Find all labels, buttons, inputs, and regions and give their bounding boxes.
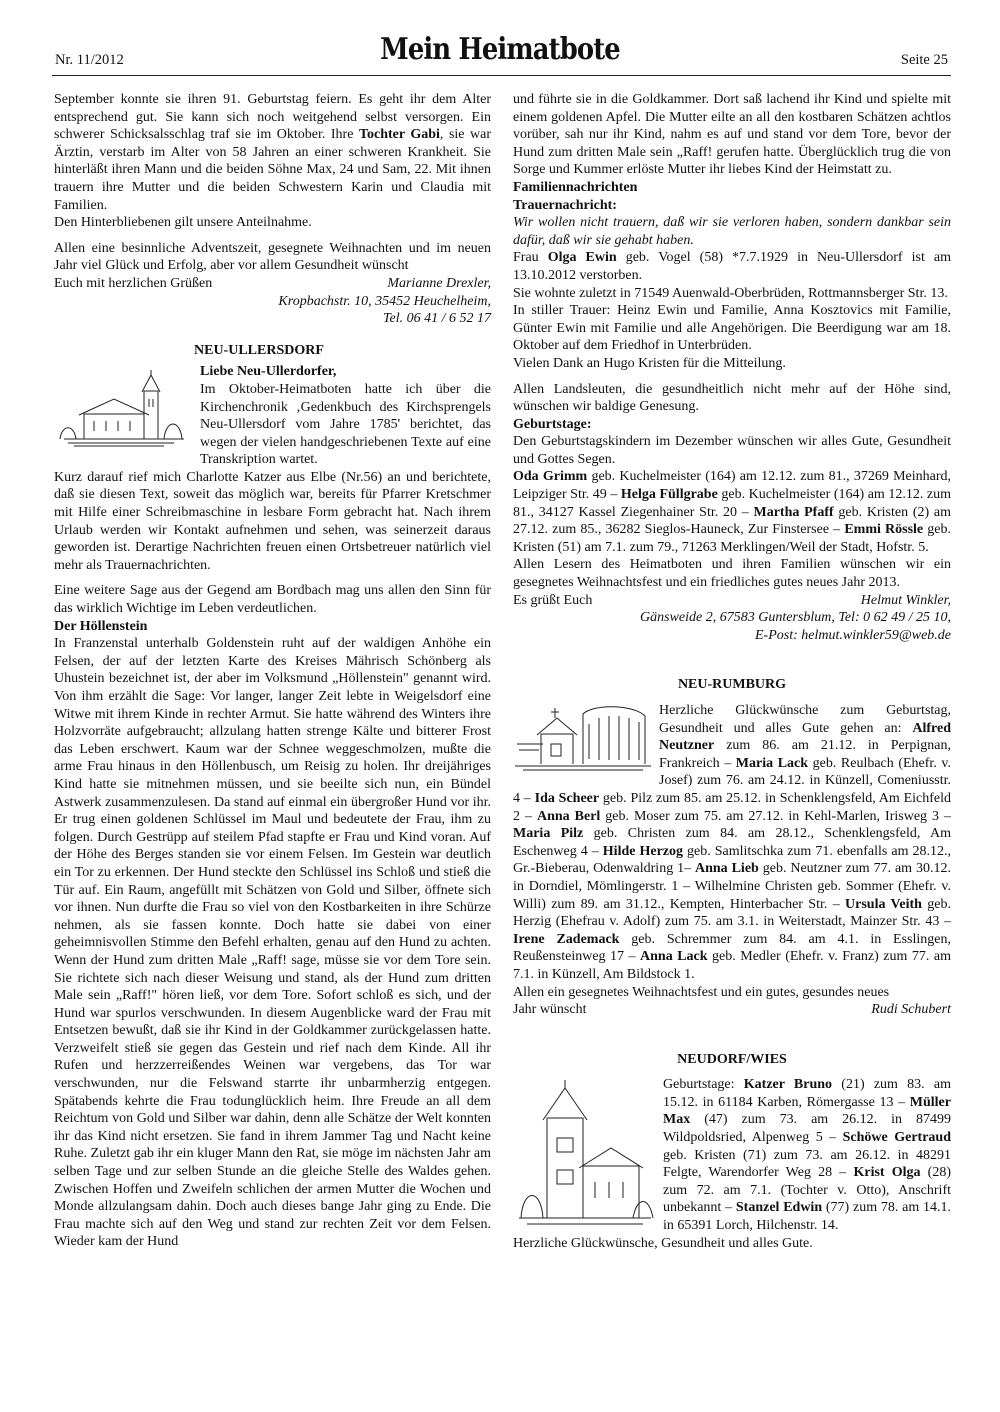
- person-name: Maria Lack: [735, 755, 809, 771]
- section-title-neu-rumburg: NEU-RUMBURG: [677, 677, 787, 693]
- mourners-line: In stiller Trauer: Heinz Ewin und Familie, Anna Kosztovics mit Familie, Günter Ewin mit Familie und alle Angehörigen. Die Beerdigung war am 18. Oktober auf dem Friedhof in Unterbrüden.: [513, 303, 951, 354]
- text-run: geb. Moser zum 75. am 27.12. in Kehl-Marlen, Irisweg 3 –: [600, 808, 951, 824]
- paragraph-katzer: Kurz darauf rief mich Charlotte Katzer aus Elbe (Nr.56) an und berichtete, daß sie diesen Text, soweit das möglich war, bereits für Pfarrer Kretschmer mit Hilfe einer Schreibmaschine in lesbare Form gebracht hat. Nach ihrem Urlaub werden wir Kontakt aufnehmen und sehen, was seinerzeit daraus geworden ist. Derartige Nachrichten freuen einen Ortsbetreuer natürlich viel mehr als Trauernachrichten.: [54, 469, 491, 573]
- person-name: Alfred Neutzner: [659, 720, 951, 754]
- text-run: (47) zum 73. am 26.12. in 87499 Wildpoldsried, Alpenweg 5 –: [663, 1112, 951, 1146]
- person-name: Maria Pilz: [513, 826, 584, 842]
- issue-number: Nr. 11/2012: [55, 52, 124, 68]
- header-rule: [52, 75, 951, 76]
- paragraph-chronicle: Im Oktober-Heimatboten hatte ich über die Kirchenchronik ‚Gedenkbuch des Kirchsprengels Neu-Ullersdorf vom Jahre 1785' berichtet, das wegen der vielen handgeschriebenen Texte auf eine Transkription wartet.: [200, 381, 491, 468]
- text-run: Frau: [513, 250, 548, 266]
- person-name: Oda Grimm: [513, 469, 588, 485]
- birthdays-list: [513, 468, 951, 556]
- obituary-quote: Wir wollen nicht trauern, daß wir sie verloren haben, sondern dankbar sein dafür, daß wir sie gehabt haben.: [513, 215, 951, 248]
- story-text: In Franzenstal unterhalb Goldenstein ruht auf der waldigen Anhöhe ein Felsen, der auf der letzten Karte des Kreises Mährisch Schönberg als Uhustein bezeichnet ist, der aber im Volksmund „Höllenstein" genannt wird. Von ihm erzählt die Sage: Vor langer, langer Zeit lebte in Weigelsdorf eine Witwe mit ihrem Kinde in rechter Armut. Sie hatte während des Winters ihre Holzvorräte aufgebraucht; allzulang hatten strenge Kälte und bitterer Frost das Leben erschwert. Kaum war der Schnee weggeschmolzen, mußte die arme Frau hinaus in den Höllenbusch, um Reisig zu holen. Ihr dreijähriges Kind hatte sie mitnehmen müssen, und sie beeilte sich nun, ein Bündel Astwerk zusammenzulesen. Da stand auf einmal ein übergroßer Hund vor ihr. Er trug einen goldenen Schlüssel im Maul und bedeutete der Frau, ihm zu folgen. Durch Gestrüpp auf steilem Pfad stapfte er Frau und Kind voran. Auf der Höhe des Berges standen sie vor einem Felsen. Im Gestein war deutlich ein Tor zu erkennen. Der Hund steckte den Schlüssel ins Schloß und stieß die Tür auf. Ein Raum, angefüllt mit Schätzen von Gold und Silber, öffnete sich vor ihnen. Nun durfte die Frau so viel von den Kostbarkeiten in ihre Schürze nehmen, als sie fassen konnte. Doch hatte sie dabei von einer geheimnisvollen Stimme den Befehl erhalten, genau auf den Hund zu achten. Wenn der Hund zum dritten Male „Raff! sage, müsse sie vor dem Tore sein. Sie richtete sich nach dieser Weisung und stand, als der Hund zum dritten Male sein „Raff!" hören ließ, vor dem Tore. Sofort schloß es sich, und der Hund war spurlos verschwunden. In diesem Augenblicke ward der Frau mit Entsetzen bewußt, daß sie ihr Kind in der Goldkammer zurückgelassen hatte. Verzweifelt stieß sie gegen das Gestein und rief nach dem Kinde. All ihr Rufen und herzzerreißendes Weinen war vergebens, das Tor war verschwunden, nur die Felswand starrte ihr unbarmherzig entgegen. Spätabends kehrte die Frau todunglücklich heim. Ihre Freude an all dem Reichtum von Gold und Silber war dahin, denn alle Schätze der Welt konnten ihr das Kind nicht ersetzen. Sie fand in ihrem Jammer Tag und Nacht keine Ruhe. Zuletzt gab ihr ein kluger Mann den Rat, sie möge im nächsten Jahr am selben Tage und zur selben Stunde an die gleiche Stelle des Waldes gehen. Zwischen Hoffen und Zweifeln schlichen der armen Mutter die Wochen und Monde allzulangsam dahin. Doch auch dieses bange Jahr ging zu Ende. Die Frau machte sich auf den Weg und stand zur rechten Zeit vor dem Felsen. Wieder kam der Hund: [54, 636, 491, 1250]
- person-name: Müller Max: [663, 1094, 951, 1128]
- signature-block-2: [513, 592, 951, 610]
- text-run: Herzliche Glückwünsche zum Geburtstag, Gesundheit und alles Gute gehen an:: [659, 703, 951, 736]
- text-run: geb. Kuchelmeister (164) am 12.12. zum 81., 34127 Kassel Ziegenhainer Str. 20 –: [513, 487, 952, 520]
- person-name: Helga Füllgrabe: [620, 487, 718, 503]
- person-name: Stanzel Edwin: [735, 1200, 823, 1216]
- signature-block-3: [513, 1001, 951, 1019]
- text-run: geb. Vogel (58) *7.7.1929 in Neu-Ullersdorf ist am 13.10.2012 verstorben.: [513, 250, 951, 283]
- section-title-neu-ullersdorf: NEU-ULLERSDORF: [194, 342, 324, 358]
- salutation: Liebe Neu-Ullerdorfer,: [200, 364, 337, 380]
- section-neu-ullersdorf: [54, 363, 491, 469]
- story-title: Der Höllenstein: [54, 618, 148, 634]
- signature-block: [54, 275, 491, 293]
- birthdays-intro: Den Geburtstagskindern im Dezember wünschen wir alles Gute, Gesundheit und Gottes Segen.: [513, 434, 951, 467]
- advent-greeting: Allen eine besinnliche Adventszeit, gesegnete Weihnachten und im neuen Jahr viel Glück und Erfolg, aber vor allem Gesundheit wünscht: [54, 240, 491, 274]
- author-address: Kropbachstr. 10, 35452 Heuchelheim,: [278, 293, 491, 309]
- neudorf-wish: Herzliche Glückwünsche, Gesundheit und alles Gute.: [513, 1235, 813, 1251]
- section-title-neudorf-wies: NEUDORF/WIES: [677, 1051, 787, 1067]
- text-run: geb. Kristen (71) zum 73. am 26.12. in 48291 Felgte, Warendorfer Weg 28 –: [663, 1147, 951, 1181]
- intro-paragraph: [54, 91, 491, 214]
- family-news-title: Familiennachrichten: [513, 179, 638, 195]
- text-run: geb. Neutzner zum 77. am 30.12. in Dorndiel, Mömlingerstr. 1 – Wilhelmine Christen geb. Sommer (Ehefr. v. Willi) zum 89. am 31.12., Kempten, Hinterbacher Str. –: [513, 861, 951, 912]
- residence-line: Sie wohnte zuletzt in 71549 Auenwald-Oberbrüden, Rottmannsberger Str. 13.: [513, 285, 948, 301]
- text-run: geb. Kuchelmeister (164) am 12.12. zum 81., 37269 Meinhard, Leipziger Str. 49 –: [513, 469, 951, 503]
- person-name: Anna Berl: [536, 808, 601, 824]
- address-2: Gänsweide 2, 67583 Guntersblum, Tel: 0 62 49 / 25 10,: [640, 610, 951, 626]
- church-illustration: [54, 369, 194, 449]
- person-name: Olga Ewin: [547, 250, 617, 266]
- person-name: Hilde Herzog: [602, 843, 684, 859]
- church-sketch-icon: [513, 704, 653, 776]
- christmas-wish: Allen Lesern des Heimatboten und ihren Familien wünschen wir ein gesegnetes Weihnachtsfest und ein friedliches gutes neues Jahr 2013.: [513, 557, 951, 591]
- right-column: [513, 91, 951, 1252]
- person-name: Krist Olga: [853, 1165, 921, 1181]
- person-name: Irene Zademack: [513, 931, 620, 947]
- section-neudorf-wies: [513, 1076, 951, 1234]
- text-run: geb. Schremmer zum 84. am 4.1. in Esslingen, Reußensteinweg 17 –: [513, 931, 951, 965]
- sympathy-line: Den Hinterbliebenen gilt unsere Anteilnahme.: [54, 215, 312, 231]
- person-name: Tochter Gabi: [358, 127, 440, 143]
- text-run: (77) zum 78. am 14.1. in 65391 Lorch, Hilchenstr. 14.: [663, 1200, 951, 1234]
- author-name: Marianne Drexler,: [387, 275, 491, 291]
- text-run: Geburtstage:: [663, 1077, 744, 1093]
- person-name: Anna Lieb: [695, 861, 759, 877]
- story-continuation: und führte sie in die Goldkammer. Dort saß lachend ihr Kind und spielte mit einem goldenen Apfel. Die Mutter eilte an all den kostbaren Schätzen achtlos vorüber, sah nur ihr Kind, nahm es auf und stand vor dem Tore, bevor der Hund zum dritten Male sein „Raff! gerufen hatte. Überglücklich trug die von Sorge und Kummer erlöste Mutter ihr liebes Kind der Heimstatt zu.: [513, 92, 951, 178]
- person-name: Emmi Rössle: [844, 522, 924, 538]
- text-run: geb. Pilz zum 85. am 25.12. in Schenklengsfeld, Am Eichfeld 2 –: [513, 790, 951, 824]
- neu-rumburg-wish: Allen ein gesegnetes Weihnachtsfest und ein gutes, gesundes neues: [513, 984, 890, 1000]
- page-number: Seite 25: [900, 52, 948, 68]
- thanks-line: Vielen Dank an Hugo Kristen für die Mitteilung.: [513, 355, 786, 371]
- text-run: geb. Kristen (51) am 7.1. zum 79., 71263 Merklingen/Weil der Stadt, Hofstr. 5.: [513, 522, 951, 555]
- author-3: Rudi Schubert: [871, 1002, 951, 1018]
- masthead-title: Mein Heimatbote: [380, 32, 620, 67]
- greeting-2: Es grüßt Euch: [513, 592, 593, 608]
- text-run: geb. Herzig (Ehefrau v. Adolf) zum 75. am 3.1. in Weiterstadt, Mainzer Str. 43 –: [513, 896, 951, 930]
- health-wish: Allen Landsleuten, die gesundheitlich nicht mehr auf der Höhe sind, wünschen wir baldige Genesung.: [513, 381, 951, 415]
- email-2: E-Post: helmut.winkler59@web.de: [754, 627, 951, 643]
- text-run: September konnte sie ihren 91. Geburtstag feiern. Es geht ihr dem Alter entsprechend gut. Sie kann sich noch weitgehend selbst versorgen. Ein schwerer Schicksalsschlag traf sie im Oktober. Ihre: [54, 92, 491, 143]
- author-phone: Tel. 06 41 / 6 52 17: [383, 311, 491, 327]
- tower-illustration: [513, 1078, 657, 1228]
- section-neu-rumburg: [513, 702, 951, 984]
- person-name: Ida Scheer: [534, 790, 600, 806]
- text-run: , sie war Ärztin, verstarb im Alter von 58 Jahren an einer schweren Krankheit. Sie hinterläßt ihren Mann und die beiden Söhne Max, 24 und Sam, 22. Mit ihnen trauern ihre Mutter und die beiden Schwestern Karin und Claudia mit Familien.: [54, 127, 491, 213]
- person-name: Katzer Bruno: [743, 1077, 833, 1093]
- person-name: Anna Lack: [640, 949, 708, 965]
- text-run: geb. Reulbach (Ehefr. v. Josef) zum 76. am 24.12. in Künzell, Comeniusstr. 4 –: [513, 755, 951, 806]
- death-notice: [513, 249, 951, 284]
- text-run: zum 86. am 21.12. in Perpignan, Frankreich –: [659, 738, 951, 771]
- text-run: (28) zum 72. am 7.1. (Tochter v. Otto), Anschrift unbekannt –: [663, 1165, 951, 1216]
- text-run: geb. Samlitschka zum 71. ebenfalls am 28.12., Gr.-Bieberau, Odenwaldring 1–: [513, 843, 951, 877]
- wish-end: Jahr wünscht: [513, 1002, 587, 1018]
- text-run: (21) zum 83. am 15.12. in 61184 Karben, Römergasse 13 –: [663, 1077, 951, 1110]
- person-name: Ursula Veith: [845, 896, 922, 912]
- text-run: geb. Medler (Ehefr. v. Franz) zum 77. am 7.1. in Künzell, Am Bildstock 1.: [513, 949, 951, 982]
- text-run: geb. Christen zum 84. am 28.12., Schenklengsfeld, Am Eschenweg 4 –: [513, 826, 951, 859]
- obituary-title: Trauernachricht:: [513, 197, 617, 213]
- left-column: [54, 91, 491, 1251]
- person-name: Schöwe Gertraud: [842, 1130, 951, 1146]
- paragraph-legend-intro: Eine weitere Sage aus der Gegend am Bordbach mag uns allen den Sinn für das wirklich Wichtige im Leben verdeutlichen.: [54, 583, 491, 617]
- author-2: Helmut Winkler,: [860, 592, 951, 608]
- person-name: Martha Pfaff: [753, 504, 834, 520]
- greeting-line: Euch mit herzlichen Grüßen: [54, 275, 213, 291]
- text-run: geb. Kristen (2) am 27.12. zum 85., 36282 Sieglos-Hauneck, Zur Finstersee –: [513, 504, 952, 538]
- birthdays-title: Geburtstage:: [513, 416, 592, 432]
